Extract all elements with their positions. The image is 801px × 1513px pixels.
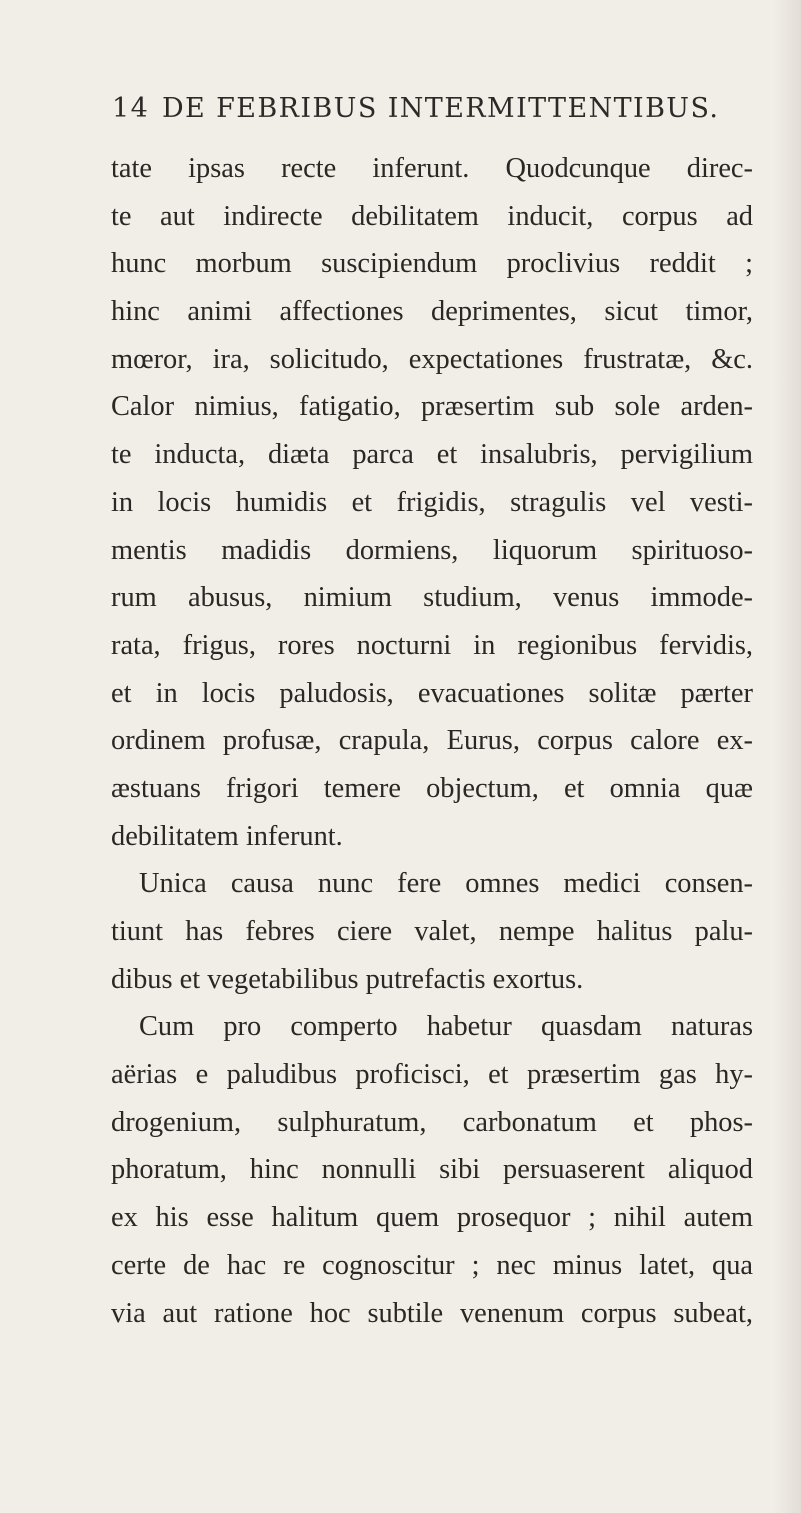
text-line: et in locis paludosis, evacuationes solitæ pærter bbox=[111, 677, 753, 709]
text-line: Calor nimius, fatigatio, præsertim sub sole arden- bbox=[111, 391, 753, 423]
page-number: 14 bbox=[112, 93, 150, 124]
text-line: ex his esse halitum quem prosequor ; nihil autem bbox=[111, 1202, 753, 1234]
text-line: te inducta, diæta parca et insalubris, pervigilium bbox=[111, 439, 753, 471]
text-line: via aut ratione hoc subtile venenum corpus subeat, bbox=[111, 1297, 753, 1329]
text-line: æstuans frigori temere objectum, et omnia quæ bbox=[111, 772, 753, 804]
text-line: dibus et vegetabilibus putrefactis exortus. bbox=[111, 963, 584, 995]
text-line: Unica causa nunc fere omnes medici consen- bbox=[139, 868, 753, 900]
text-line: phoratum, hinc nonnulli sibi persuaserent aliquod bbox=[111, 1154, 753, 1186]
text-line: certe de hac re cognoscitur ; nec minus latet, qua bbox=[111, 1249, 753, 1281]
running-title: DE FEBRIBUS INTERMITTENTIBUS. bbox=[162, 93, 720, 124]
running-head bbox=[112, 93, 720, 124]
text-line: aërias e paludibus proficisci, et præsertim gas hy- bbox=[111, 1059, 753, 1091]
text-line: rum abusus, nimium studium, venus immode- bbox=[111, 582, 753, 614]
text-line: debilitatem inferunt. bbox=[111, 820, 343, 852]
text-line: tiunt has febres ciere valet, nempe halitus palu- bbox=[111, 916, 753, 947]
page-edge-shadow bbox=[773, 0, 801, 1513]
text-line: drogenium, sulphuratum, carbonatum et phos- bbox=[111, 1106, 753, 1138]
text-line: hinc animi affectiones deprimentes, sicut timor, bbox=[111, 296, 753, 328]
text-line: hunc morbum suscipiendum proclivius reddit ; bbox=[111, 248, 753, 280]
text-line: in locis humidis et frigidis, stragulis vel vesti- bbox=[111, 486, 753, 518]
text-line: rata, frigus, rores nocturni in regionibus fervidis, bbox=[111, 629, 753, 661]
text-line: te aut indirecte debilitatem inducit, corpus ad bbox=[111, 200, 753, 232]
text-line: mœror, ira, solicitudo, expectationes frustratæ, &c. bbox=[111, 343, 753, 375]
text-line: ordinem profusæ, crapula, Eurus, corpus calore ex- bbox=[111, 725, 753, 757]
body-text bbox=[111, 145, 753, 1337]
text-line: mentis madidis dormiens, liquorum spirituoso- bbox=[111, 534, 753, 566]
text-line: tate ipsas recte inferunt. Quodcunque direc- bbox=[111, 153, 753, 184]
text-line: Cum pro comperto habetur quasdam naturas bbox=[139, 1011, 753, 1043]
